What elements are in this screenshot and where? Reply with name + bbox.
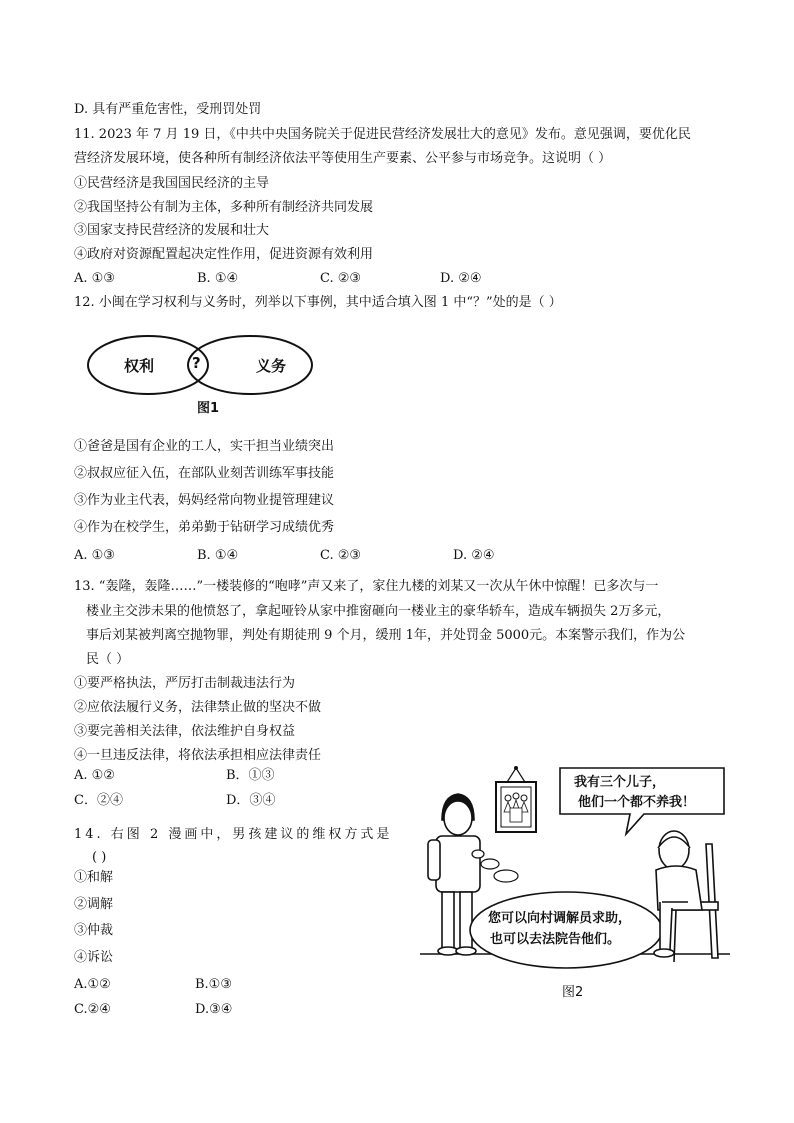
old-man-figure [654, 831, 718, 962]
thought-bubble-large [494, 870, 518, 882]
q14-item-4: ④诉讼 [74, 950, 114, 965]
q11-item-4: ④政府对资源配置起决定性作用，促进资源有效利用 [74, 247, 374, 262]
q12-option-d: D. ②④ [453, 548, 495, 563]
q11-option-b: B. ①④ [197, 271, 239, 286]
q11-item-3: ③国家支持民营经济的发展和壮大 [74, 223, 270, 238]
q12-option-b: B. ①④ [197, 548, 239, 563]
thought-bubble-small [472, 850, 484, 858]
boy-speech-bubble [470, 892, 662, 968]
figure-1-caption: 图1 [197, 401, 220, 416]
old-man-speech-line2: 他们一个都不养我！ [578, 795, 696, 810]
q12-item-2: ②叔叔应征入伍，在部队业刻苦训练军事技能 [74, 466, 335, 481]
q14-option-c: C.②④ [74, 1002, 111, 1017]
q11-option-c: C. ②③ [320, 271, 362, 286]
q13-option-b: B．①③ [226, 768, 275, 783]
q11-item-2: ②我国坚持公有制为主体，多种所有制经济共同发展 [74, 200, 374, 215]
q13-item-2: ②应依法履行义务，法律禁止做的坚决不做 [74, 700, 322, 715]
q13-stem-line1: 13. “轰隆，轰隆……”一楼装修的“咆哮”声又来了，家住九楼的刘某又一次从午休中惊醒！已多次与一 [74, 579, 659, 594]
q11-item-1: ①民营经济是我国国民经济的主导 [74, 176, 270, 191]
q14-option-b: B.①③ [195, 977, 232, 992]
cartoon-figure-2 [412, 752, 736, 1002]
q11-stem-line2: 营经济发展环境，使各种所有制经济依法平等使用生产要素、公平参与市场竞争。这说明（ ） [74, 151, 612, 166]
duties-ellipse [188, 336, 312, 394]
q14-option-a: A.①② [74, 977, 111, 992]
venn-center-label: ? [192, 354, 201, 372]
q10-option-d: D. 具有严重危害性，受刑罚处罚 [74, 102, 262, 117]
boy-speech-line2: 也可以去法院告他们。 [490, 932, 621, 947]
q11-option-a: A. ①③ [74, 271, 115, 286]
venn-diagram [80, 326, 320, 418]
q12-item-1: ①爸爸是国有企业的工人，实干担当业绩突出 [74, 439, 335, 454]
q12-option-a: A. ①③ [74, 548, 115, 563]
q14-stem-line2: ( ) [92, 850, 107, 865]
q13-stem-line3: 事后刘某被判离空抛物罪，判处有期徒刑 9 个月，缓刑 1年，并处罚金 5000元。本案警示我们，作为公 [86, 628, 686, 643]
venn-left-label: 权利 [124, 357, 155, 375]
q13-item-3: ③要完善相关法律，依法维护自身权益 [74, 724, 296, 739]
q13-option-a: A. ①② [74, 768, 115, 783]
q13-item-1: ①要严格执法，严厉打击制裁违法行为 [74, 676, 296, 691]
q14-item-1: ①和解 [74, 870, 114, 885]
q12-item-3: ③作为业主代表，妈妈经常向物业提管理建议 [74, 493, 335, 508]
q12-item-4: ④作为在校学生，弟弟勤于钻研学习成绩优秀 [74, 520, 335, 535]
q13-stem-line2: 楼业主交涉未果的他愤怒了，拿起哑铃从家中推窗砸向一楼业主的豪华轿车，造成车辆损失 2万多元， [86, 604, 671, 619]
q13-stem-line4: 民（ ） [86, 652, 130, 667]
old-man-speech-line1: 我有三个儿子， [574, 775, 666, 790]
venn-right-label: 义务 [256, 357, 287, 375]
family-photo-frame [496, 766, 536, 832]
q12-stem: 12. 小闽在学习权利与义务时，列举以下事例，其中适合填入图 1 中“？”处的是（ ） [74, 295, 562, 310]
q14-option-d: D.③④ [195, 1002, 233, 1017]
q14-stem-line1: 14. 右图 2 漫画中，男孩建议的维权方式是 [74, 827, 393, 842]
thought-bubble-medium [481, 859, 499, 869]
q14-item-2: ②调解 [74, 897, 114, 912]
q13-option-c: C．②④ [74, 793, 123, 808]
q11-option-d: D. ②④ [440, 271, 482, 286]
figure-2-caption: 图2 [562, 985, 584, 1000]
q14-item-3: ③仲裁 [74, 923, 114, 938]
q13-option-d: D．③④ [226, 793, 276, 808]
q12-option-c: C. ②③ [320, 548, 362, 563]
q13-item-4: ④一旦违反法律，将依法承担相应法律责任 [74, 748, 322, 763]
boy-speech-line1: 您可以向村调解员求助， [488, 911, 632, 926]
q11-stem-line1: 11. 2023 年 7 月 19 日，《中共中央国务院关于促进民营经济发展壮大的意见》发布。意见强调，要优化民 [74, 127, 691, 142]
